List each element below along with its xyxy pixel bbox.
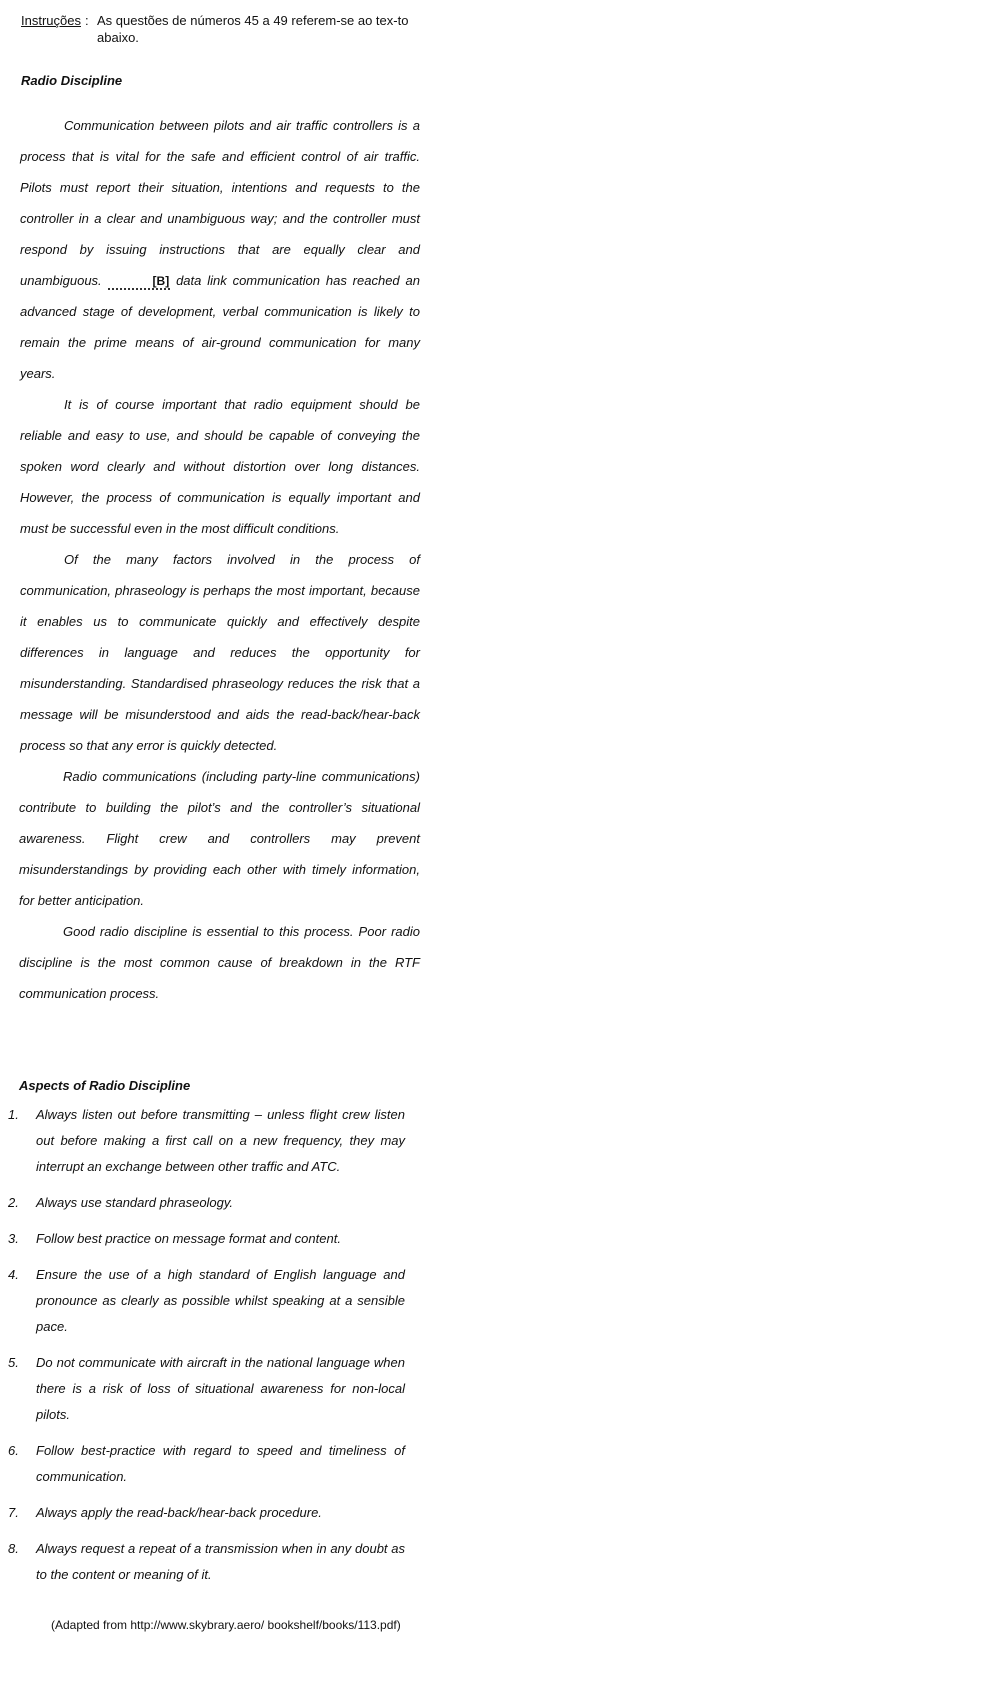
list-item-text: Always listen out before transmitting – unless flight crew listen out before making a first call on a new frequency, they may interrupt an exchange between other traffic and ATC. (36, 1107, 405, 1174)
list-item (0, 1190, 405, 1216)
list-item-number: 1. (8, 1107, 19, 1122)
list-item-text: Do not communicate with aircraft in the national language when there is a risk of loss of situational awareness for non-local pilots. (36, 1355, 405, 1422)
list-item-number: 2. (8, 1195, 19, 1210)
aspects-list (0, 1102, 405, 1598)
list-item-text: Always use standard phraseology. (36, 1195, 234, 1210)
instructions-text: As questões de números 45 a 49 referem-se ao tex-to abaixo. (97, 13, 409, 45)
list-item (0, 1102, 405, 1180)
paragraph-3: Of the many factors involved in the process of communication, phraseology is perhaps the most important, because it enables us to communicate quickly and effectively despite differences in language and reduces the opportunity for misunderstanding. Standardised phraseology reduces the risk that a message will be misunderstood and aids the read-back/hear-back process so that any error is quickly detected. (20, 552, 420, 753)
list-item-number: 8. (8, 1541, 19, 1556)
source-citation: (Adapted from http://www.skybrary.aero/ bookshelf/books/113.pdf) (51, 1618, 401, 1632)
list-item-number: 4. (8, 1267, 19, 1282)
list-item-number: 7. (8, 1505, 19, 1520)
list-item-text: Ensure the use of a high standard of English language and pronounce as clearly as possible whilst speaking at a sensible pace. (36, 1267, 405, 1334)
list-item (0, 1500, 405, 1526)
paragraph-1-part-b: data link communication has reached an advanced stage of development, verbal communication is likely to remain the prime means of air-ground communication for many years. (20, 273, 420, 381)
list-item-text: Always request a repeat of a transmission when in any doubt as to the content or meaning of it. (36, 1541, 405, 1582)
paragraph-2: It is of course important that radio equipment should be reliable and easy to use, and should be capable of conveying the spoken word clearly and without distortion over long distances. However, the process of communication is equally important and must be successful even in the most difficult conditions. (20, 397, 420, 536)
question-marker-b: [B] (108, 274, 171, 290)
instructions-label: Instruções (21, 13, 81, 28)
list-item (0, 1262, 405, 1340)
list-item-text: Always apply the read-back/hear-back procedure. (36, 1505, 322, 1520)
aspects-title: Aspects of Radio Discipline (19, 1078, 191, 1093)
list-item-text: Follow best-practice with regard to speed and timeliness of communication. (36, 1443, 405, 1484)
paragraph-4: Radio communications (including party-line communications) contribute to building the pilot’s and the controller’s situational awareness. Flight crew and controllers may prevent misunderstandings by providing each other with timely information, for better anticipation. (19, 769, 420, 908)
list-item (0, 1438, 405, 1490)
text-title: Radio Discipline (21, 73, 123, 88)
list-item-number: 5. (8, 1355, 19, 1370)
list-item (0, 1350, 405, 1428)
list-item-number: 6. (8, 1443, 19, 1458)
paragraph-5: Good radio discipline is essential to this process. Poor radio discipline is the most common cause of breakdown in the RTF communication process. (19, 924, 420, 1001)
list-item-text: Follow best practice on message format and content. (36, 1231, 341, 1246)
text-body (20, 110, 420, 1009)
list-item (0, 1226, 405, 1252)
paragraph-1 (20, 110, 420, 389)
list-item (0, 1536, 405, 1588)
list-item-number: 3. (8, 1231, 19, 1246)
paragraph-1-part-a: Communication between pilots and air traffic controllers is a process that is vital for the safe and efficient control of air traffic. Pilots must report their situation, intentions and requests to the controller in a clear and unambiguous way; and the controller must respond by issuing instructions that are equally clear and unambiguous. (20, 118, 420, 288)
